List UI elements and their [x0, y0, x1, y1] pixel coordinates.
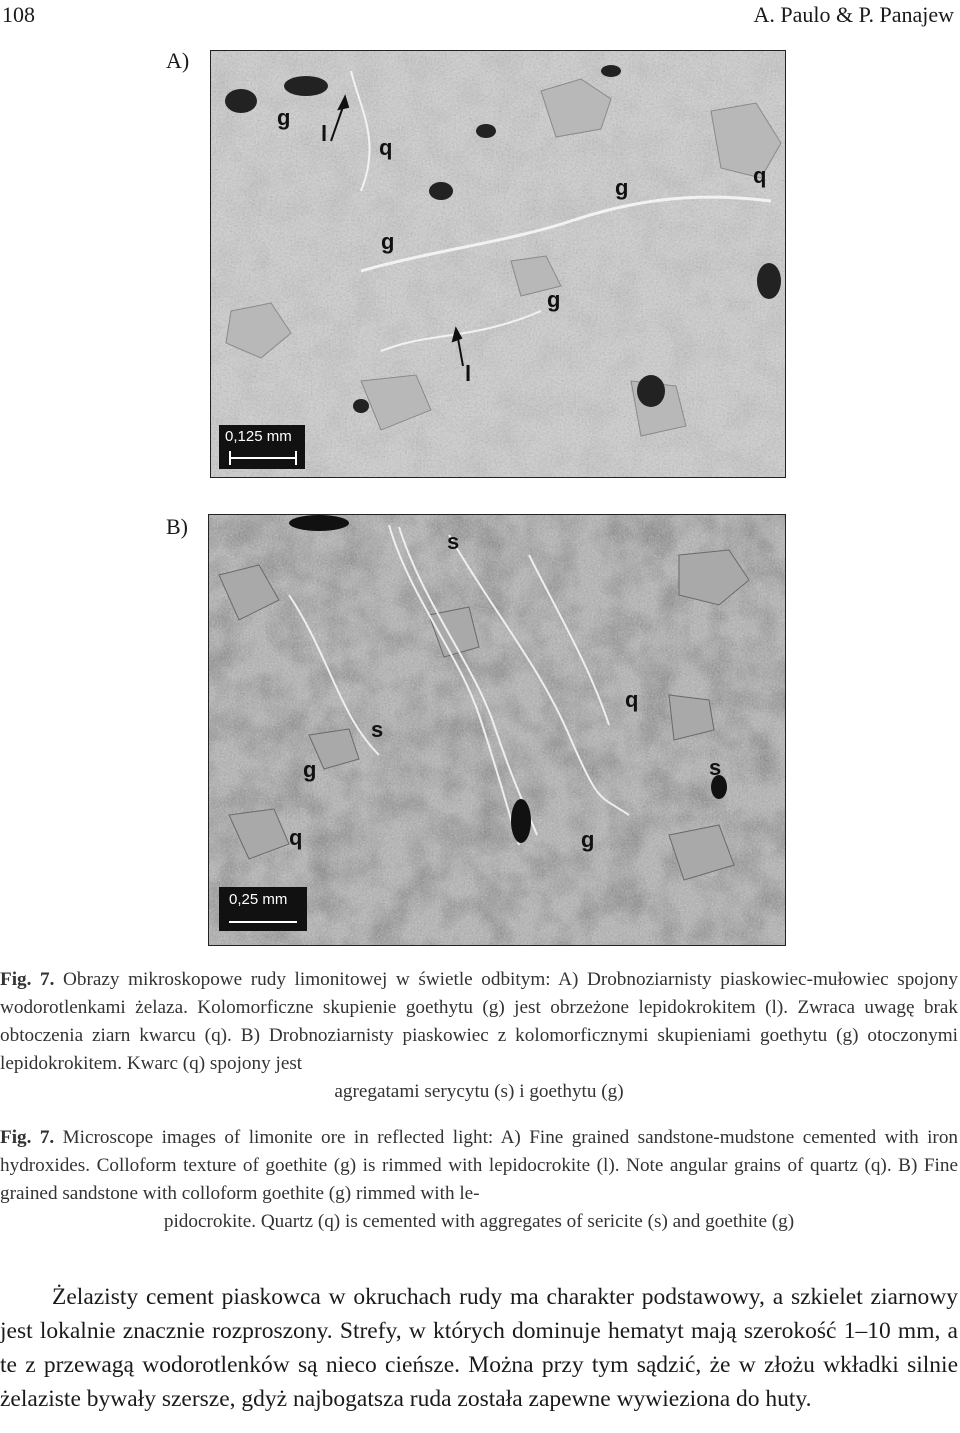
mineral-label-g: g	[615, 175, 629, 200]
mineral-label-q: q	[289, 825, 303, 850]
caption-pl-text: Obrazy mikroskopowe rudy limonitowej w świetle odbitym: A) Drobnoziarnisty piaskowiec-mułowiec spojony wodorotlenkami żelaza. Kolomorficzne skupienie goethytu (g) jest obrzeżone lepidokrokitem (l). Zwraca uwagę brak obtoczenia ziarn kwarcu (q). B) Drobnoziarnisty piaskowiec z kolomorficznymi skupieniami goethytu (g) otoczonymi lepidokrokitem. Kwarc (q) spojony jest	[0, 969, 958, 1074]
mineral-label-l: l	[465, 361, 472, 386]
mineral-label-q: q	[625, 687, 639, 712]
mineral-label-g: g	[303, 757, 317, 782]
caption-polish	[0, 966, 958, 1106]
caption-english	[0, 1124, 958, 1236]
mineral-label-q: q	[379, 135, 393, 160]
mineral-label-q: q	[753, 163, 767, 188]
panel-a-label: A)	[166, 48, 190, 73]
micrograph-b-image	[209, 515, 785, 945]
caption-pl-last-line: agregatami serycytu (s) i goethytu (g)	[334, 1081, 624, 1102]
micrograph-b	[208, 514, 786, 946]
mineral-label-g: g	[277, 105, 291, 130]
scale-bar-b-text: 0,25 mm	[229, 891, 288, 908]
panel-b-label: B)	[166, 514, 188, 539]
mineral-label-l: l	[321, 121, 328, 146]
running-header-authors: A. Paulo & P. Panajew	[753, 2, 954, 27]
scale-bar-b	[219, 887, 307, 931]
micrograph-a-image	[211, 51, 785, 477]
micrograph-a	[210, 50, 786, 478]
caption-pl-fig-label: Fig. 7.	[0, 969, 55, 990]
mineral-label-g: g	[547, 287, 561, 312]
mineral-label-s: s	[709, 755, 722, 780]
scale-bar-a	[219, 425, 305, 469]
body-paragraph: Żelazisty cement piaskowca w okruchach rudy ma charakter podstawowy, a szkielet ziarnowy jest lokalnie znacznie rozproszony. Strefy, w których dominuje hematyt mają szerokość 1–10 mm, a te z przewagą wodorotlenków są nieco cieńsze. Można przy tym sądzić, że w złożu wkładki silnie żelaziste bywały szersze, gdyż najbogatsza ruda została zapewne wywieziona do huty.	[0, 1284, 958, 1412]
caption-en-text: Microscope images of limonite ore in reflected light: A) Fine grained sandstone-mudstone cemented with iron hydroxides. Colloform texture of goethite (g) is rimmed with lepidocrokite (l). Note angular grains of quartz (q). B) Fine grained sandstone with colloform goethite (g) rimmed with le-	[0, 1127, 959, 1204]
page-number: 108	[2, 2, 35, 27]
mineral-label-s: s	[371, 717, 384, 742]
mineral-label-g: g	[381, 229, 395, 254]
scale-bar-a-text: 0,125 mm	[225, 428, 292, 445]
caption-en-fig-label: Fig. 7.	[0, 1127, 55, 1148]
mineral-label-s: s	[447, 529, 460, 554]
caption-en-last-line: pidocrokite. Quartz (q) is cemented with aggregates of sericite (s) and goethite (g)	[163, 1211, 795, 1232]
mineral-label-g: g	[581, 827, 595, 852]
